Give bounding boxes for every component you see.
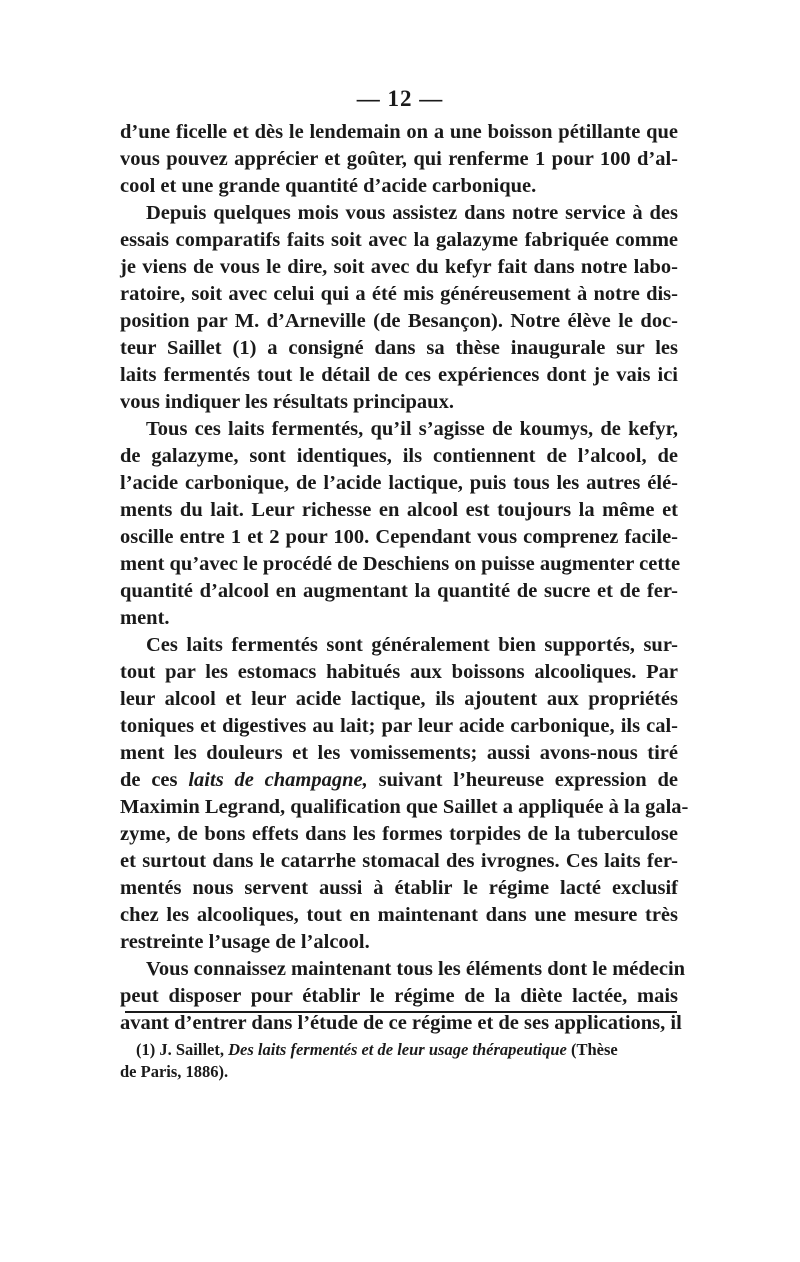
text-line: teur Saillet (1) a consigné dans sa thèse inaugurale sur les [120,337,678,359]
text-line: Tous ces laits fermentés, qu’il s’agisse de koumys, de kefyr, [146,418,678,440]
text-line: essais comparatifs faits soit avec la galazyme fabriquée comme [120,229,678,251]
text-line: de galazyme, sont identiques, ils contiennent de l’alcool, de [120,445,678,467]
text-line: Ces laits fermentés sont généralement bien supportés, sur- [146,634,678,656]
text-line: ment les douleurs et les vomissements; aussi avons-nous tiré [120,742,678,764]
text-line: je viens de vous le dire, soit avec du kefyr fait dans notre labo- [120,256,678,278]
text-line: avant d’entrer dans l’étude de ce régime et de ses applications, il [120,1012,682,1034]
text-line: mentés nous servent aussi à établir le régime lacté exclusif [120,877,678,899]
text-line: l’acide carbonique, de l’acide lactique, puis tous les autres élé- [120,472,678,494]
footnote-author: J. Saillet, [159,1040,224,1059]
text-line: d’une ficelle et dès le lendemain on a une boisson pétillante que [120,121,678,143]
italic-phrase: laits de champagne, [188,769,368,791]
footnote [120,1039,678,1083]
text-line: zyme, de bons effets dans les formes torpides de la tuberculose [120,823,678,845]
text-line: laits fermentés tout le détail de ces expériences dont je vais ici [120,364,678,386]
text-line: peut disposer pour établir le régime de la diète lactée, mais [120,985,678,1007]
text-line-mixed [120,767,678,794]
footnote-line-2: de Paris, 1886). [120,1062,229,1081]
text-line: cool et une grande quantité d’acide carbonique. [120,175,537,197]
text-line: leur alcool et leur acide lactique, ils ajoutent aux propriétés [120,688,678,710]
text-line: ment qu’avec le procédé de Deschiens on puisse augmenter cette [120,553,681,575]
text-line: chez les alcooliques, tout en maintenant dans une mesure très [120,904,678,926]
text-line: quantité d’alcool en augmentant la quantité de sucre et de fer- [120,580,678,602]
footnote-marker: (1) [136,1040,156,1059]
text-line: vous indiquer les résultats principaux. [120,391,454,413]
text-line: vous pouvez apprécier et goûter, qui renferme 1 pour 100 d’al- [120,148,678,170]
text-line: restreinte l’usage de l’alcool. [120,931,370,953]
body-text [120,119,689,1037]
text-line: oscille entre 1 et 2 pour 100. Cependant vous comprenez facile- [120,526,678,548]
footnote-after-title: (Thèse [570,1040,618,1059]
footnote-divider [125,1011,677,1013]
footnote-title: Des laits fermentés et de leur usage thérapeutique [228,1040,567,1059]
text-line: position par M. d’Arneville (de Besançon). Notre élève le doc- [120,310,678,332]
text-line: toniques et digestives au lait; par leur acide carbonique, ils cal- [120,715,678,737]
text-segment: de ces [120,769,178,791]
text-line: tout par les estomacs habitués aux boissons alcooliques. Par [120,661,678,683]
text-segment: suivant l’heureuse expression de [378,769,679,791]
text-line: et surtout dans le catarrhe stomacal des ivrognes. Ces laits fer- [120,850,678,872]
text-line: ments du lait. Leur richesse en alcool est toujours la même et [120,499,678,521]
text-line: ment. [120,607,170,629]
text-line: Depuis quelques mois vous assistez dans notre service à des [146,202,678,224]
page-number: — 12 — [356,86,444,111]
text-line: Vous connaissez maintenant tous les éléments dont le médecin [146,958,686,980]
text-line: Maximin Legrand, qualification que Saillet a appliquée à la gala- [120,796,689,818]
text-line: ratoire, soit avec celui qui a été mis généreusement à notre dis- [120,283,678,305]
